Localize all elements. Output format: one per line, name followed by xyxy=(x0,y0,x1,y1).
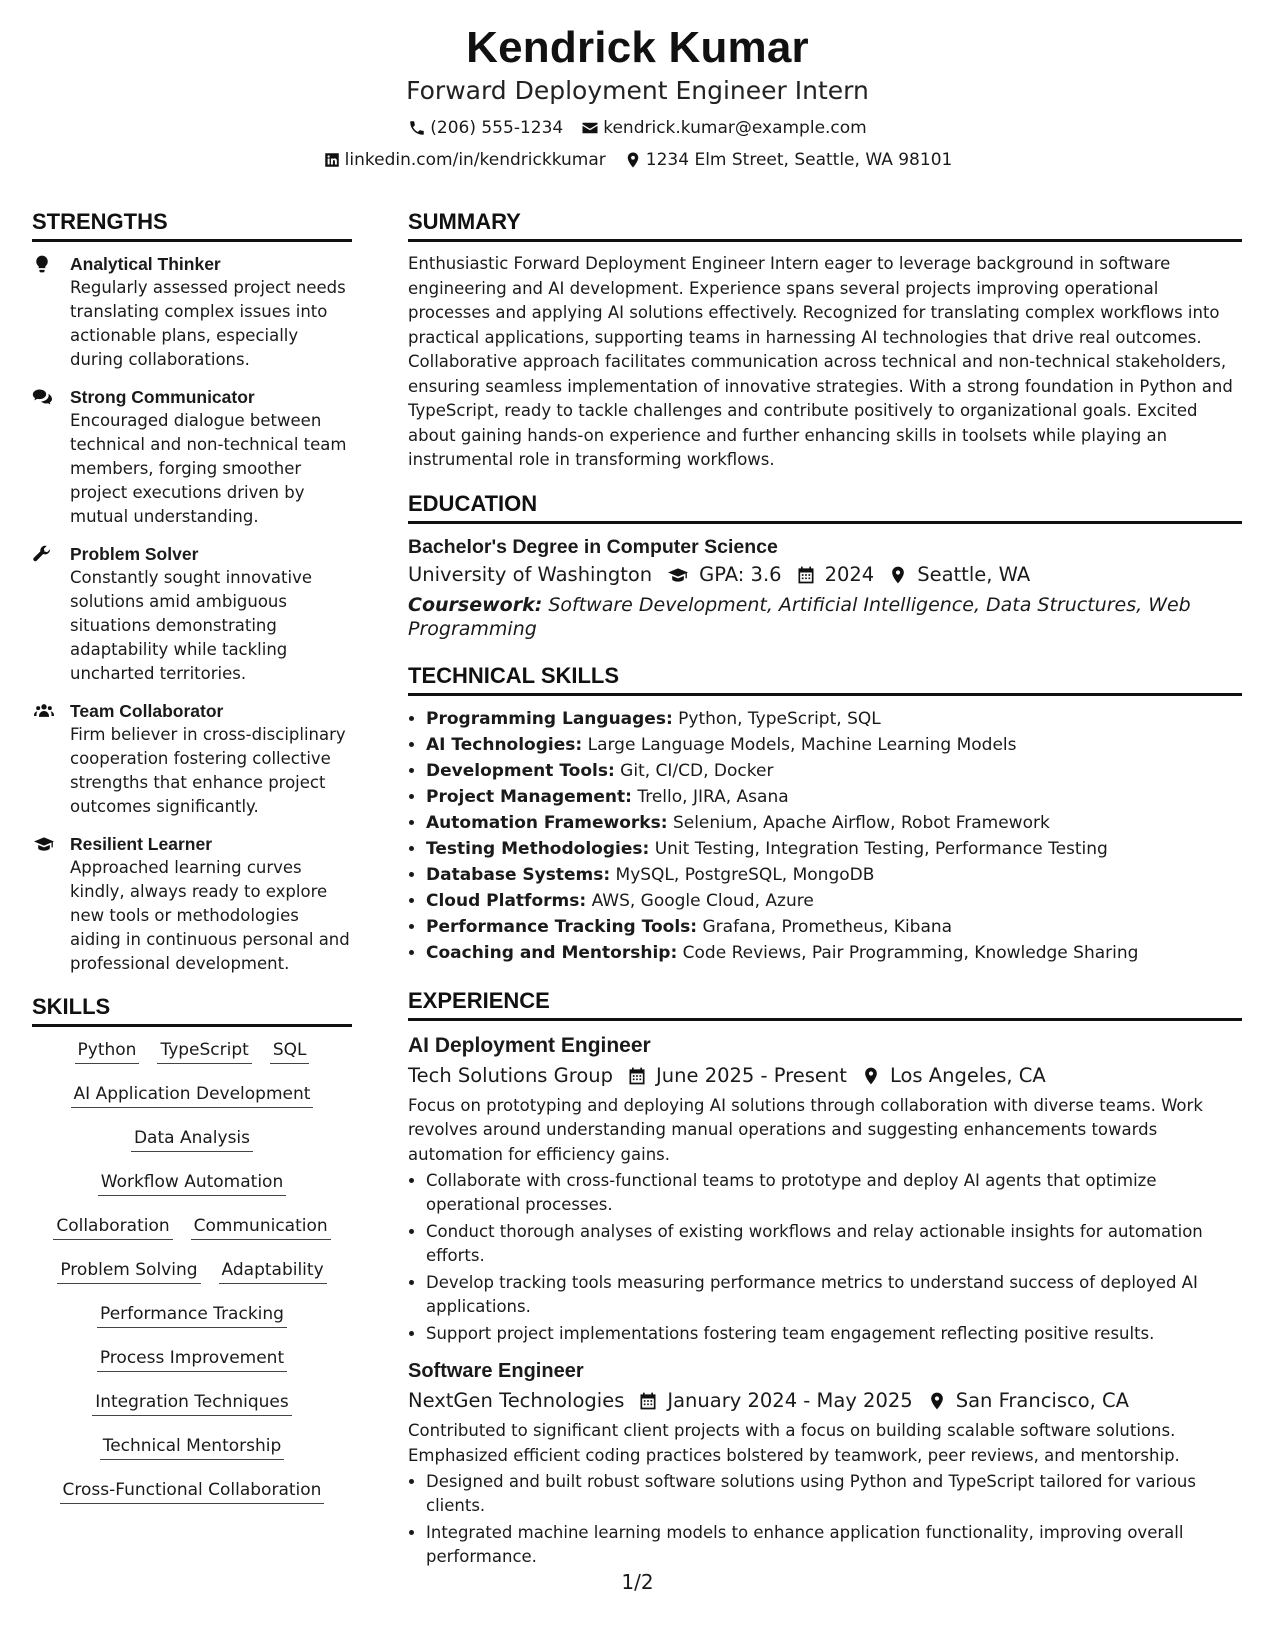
skill-tag: Cross-Functional Collaboration xyxy=(60,1479,325,1504)
technical-skills-heading: TECHNICAL SKILLS xyxy=(408,659,1242,696)
list-item xyxy=(426,758,1242,784)
page-number: 1/2 xyxy=(621,1570,654,1594)
summary-text: Enthusiastic Forward Deployment Engineer Intern eager to leverage background in software engineering and AI development. Experience spans several projects improving operational processes and applying AI solutions effectively. Recognized for translating complex workflows into practical applications, supporting teams in harnessing AI technologies that drive real outcomes. Collaborative approach facilitates communication across technical and non-technical stakeholders, ensuring seamless implementation of innovative strategies. With a strong foundation in Python and TypeScript, ready to tackle challenges and contribute positively to organizational goals. Excited about gaining hands-on experience and further enhancing skills in toolsets while playing an instrumental role in transforming workflows. xyxy=(408,254,1233,469)
strength-desc: Encouraged dialogue between technical and non-technical team members, forging smoother project executions driven by mutual understanding. xyxy=(70,411,347,526)
job-dates xyxy=(638,1386,912,1416)
strength-item xyxy=(32,542,352,686)
skills-list xyxy=(32,1039,352,1504)
right-column xyxy=(408,205,1242,1579)
tech-label: Development Tools: xyxy=(426,760,615,781)
company-text: NextGen Technologies xyxy=(408,1389,625,1412)
phone-icon xyxy=(408,119,426,137)
tech-value: AWS, Google Cloud, Azure xyxy=(591,890,814,911)
tech-value: Large Language Models, Machine Learning Models xyxy=(587,734,1017,755)
list-item: • Designed and built robust software solutions using Python and TypeScript tailored for various clients. xyxy=(426,1470,1242,1518)
skill-row xyxy=(32,1083,352,1108)
strength-title: Problem Solver xyxy=(70,544,199,564)
contact-row-1 xyxy=(0,117,1275,139)
gpa-text: GPA: 3.6 xyxy=(699,562,782,586)
tech-value: Grafana, Prometheus, Kibana xyxy=(702,916,953,937)
contact-row-2 xyxy=(0,149,1275,171)
coursework-label: Coursework: xyxy=(408,593,543,616)
skill-tag: TypeScript xyxy=(157,1039,251,1064)
tech-label: Performance Tracking Tools: xyxy=(426,916,698,937)
list-item: • Develop tracking tools measuring performance metrics to understand success of deployed AI applications. xyxy=(426,1271,1242,1319)
list-item xyxy=(426,836,1242,862)
tech-label: Automation Frameworks: xyxy=(426,812,668,833)
candidate-name: Kendrick Kumar xyxy=(466,23,809,72)
email-text: kendrick.kumar@example.com xyxy=(603,118,867,138)
tech-label: AI Technologies: xyxy=(426,734,583,755)
resume-header xyxy=(0,22,1275,171)
skill-tag: Performance Tracking xyxy=(97,1303,287,1328)
gpa xyxy=(666,560,781,590)
strength-item xyxy=(32,252,352,372)
dates-text: January 2024 - May 2025 xyxy=(667,1389,913,1412)
tech-value: Trello, JIRA, Asana xyxy=(637,786,789,807)
tech-value: Code Reviews, Pair Programming, Knowledge Sharing xyxy=(682,942,1139,963)
skill-row xyxy=(32,1259,352,1284)
address-text: 1234 Elm Street, Seattle, WA 98101 xyxy=(645,150,953,170)
list-item: • Collaborate with cross-functional teams to prototype and deploy AI agents that optimize operational processes. xyxy=(426,1169,1242,1217)
skill-row xyxy=(32,1391,352,1416)
skill-tag: AI Application Development xyxy=(71,1083,314,1108)
list-item xyxy=(426,862,1242,888)
skill-row xyxy=(32,1479,352,1504)
tech-value: Git, CI/CD, Docker xyxy=(620,760,774,781)
school-text: University of Washington xyxy=(408,562,653,586)
job-summary: Focus on prototyping and deploying AI solutions through collaboration with diverse teams. Work revolves around understanding manual operations and suggesting enhancements towards automation for efficiency gains. xyxy=(408,1095,1203,1164)
skills-heading: SKILLS xyxy=(32,990,352,1027)
experience-heading: EXPERIENCE xyxy=(408,984,1242,1021)
skill-row xyxy=(32,1215,352,1240)
skill-tag: SQL xyxy=(270,1039,310,1064)
job-bullets xyxy=(408,1470,1242,1569)
list-item: • Conduct thorough analyses of existing workflows and relay actionable insights for automation efforts. xyxy=(426,1220,1242,1268)
strength-title: Strong Communicator xyxy=(70,387,255,407)
job-location xyxy=(861,1061,1046,1091)
contact-linkedin[interactable] xyxy=(323,149,606,171)
contact-email[interactable] xyxy=(581,117,867,139)
dates-text: June 2025 - Present xyxy=(656,1063,847,1087)
strength-item xyxy=(32,699,352,819)
education-heading: EDUCATION xyxy=(408,487,1242,524)
skill-row xyxy=(32,1171,352,1196)
contact-phone[interactable] xyxy=(408,117,563,139)
tech-value: MySQL, PostgreSQL, MongoDB xyxy=(615,864,875,885)
list-item xyxy=(426,810,1242,836)
job-meta xyxy=(408,1386,1242,1416)
tech-value: Unit Testing, Integration Testing, Performance Testing xyxy=(654,838,1108,859)
linkedin-icon xyxy=(323,151,341,169)
calendar-icon xyxy=(627,1066,647,1086)
skill-tag: Communication xyxy=(191,1215,331,1240)
company xyxy=(408,1386,624,1416)
graduation-year xyxy=(796,560,875,590)
tech-label: Cloud Platforms: xyxy=(426,890,587,911)
coursework xyxy=(408,593,1242,641)
contact-address xyxy=(624,149,953,171)
phone-text: (206) 555-1234 xyxy=(430,118,564,138)
skill-tag: Adaptability xyxy=(219,1259,327,1284)
skill-tag: Data Analysis xyxy=(131,1127,253,1152)
graduation-cap-icon xyxy=(32,834,56,854)
tech-label: Programming Languages: xyxy=(426,708,673,729)
strength-desc: Approached learning curves kindly, always ready to explore new tools or methodologies aiding in continuous personal and professional development. xyxy=(70,858,350,973)
skill-tag: Process Improvement xyxy=(97,1347,287,1372)
calendar-icon xyxy=(638,1391,658,1411)
skill-tag: Integration Techniques xyxy=(92,1391,292,1416)
strength-desc: Firm believer in cross-disciplinary cooperation fostering collective strengths that enhance project outcomes significantly. xyxy=(70,725,346,816)
strength-desc: Regularly assessed project needs translating complex issues into actionable plans, especially during collaborations. xyxy=(70,278,346,369)
linkedin-text: linkedin.com/in/kendrickkumar xyxy=(344,150,606,170)
map-marker-icon xyxy=(927,1391,947,1411)
users-icon xyxy=(32,701,56,721)
map-marker-icon xyxy=(624,151,642,169)
skill-row xyxy=(32,1039,352,1064)
skill-tag: Problem Solving xyxy=(57,1259,200,1284)
technical-skills-list xyxy=(408,706,1242,966)
job-title: Software Engineer xyxy=(408,1360,584,1382)
strength-title: Resilient Learner xyxy=(70,834,212,854)
tech-label: Database Systems: xyxy=(426,864,611,885)
strength-item xyxy=(32,385,352,529)
coursework-text: Software Development, Artificial Intelligence, Data Structures, Web Programming xyxy=(408,593,1191,640)
job-bullets xyxy=(408,1169,1242,1346)
graduation-cap-icon xyxy=(666,565,690,585)
calendar-icon xyxy=(796,565,816,585)
job-title: AI Deployment Engineer xyxy=(408,1033,651,1057)
skill-row xyxy=(32,1127,352,1152)
job-location xyxy=(927,1386,1129,1416)
skill-tag: Python xyxy=(75,1039,140,1064)
skill-tag: Technical Mentorship xyxy=(100,1435,285,1460)
job-dates xyxy=(627,1061,847,1091)
left-column xyxy=(32,205,352,1523)
year-text: 2024 xyxy=(824,562,875,586)
skill-tag: Collaboration xyxy=(53,1215,172,1240)
map-marker-icon xyxy=(888,565,908,585)
skill-row xyxy=(32,1347,352,1372)
tech-value: Python, TypeScript, SQL xyxy=(678,708,881,729)
location-text: San Francisco, CA xyxy=(955,1389,1129,1412)
map-marker-icon xyxy=(861,1066,881,1086)
list-item xyxy=(426,940,1242,966)
skill-row xyxy=(32,1435,352,1460)
comments-icon xyxy=(32,387,52,407)
candidate-title: Forward Deployment Engineer Intern xyxy=(406,76,869,105)
strength-title: Team Collaborator xyxy=(70,701,224,721)
location-text: Los Angeles, CA xyxy=(889,1063,1046,1087)
strength-item xyxy=(32,832,352,976)
list-item: • Support project implementations fostering team engagement reflecting positive results. xyxy=(426,1322,1242,1346)
list-item xyxy=(426,732,1242,758)
strengths-heading: STRENGTHS xyxy=(32,205,352,242)
tech-label: Project Management: xyxy=(426,786,632,807)
tech-label: Coaching and Mentorship: xyxy=(426,942,678,963)
tech-label: Testing Methodologies: xyxy=(426,838,650,859)
envelope-icon xyxy=(581,119,599,137)
degree-title: Bachelor's Degree in Computer Science xyxy=(408,535,778,558)
lightbulb-icon xyxy=(32,254,52,274)
company xyxy=(408,1061,613,1091)
location-text: Seattle, WA xyxy=(917,562,1031,586)
tech-value: Selenium, Apache Airflow, Robot Framework xyxy=(672,812,1050,833)
list-item xyxy=(426,888,1242,914)
skill-row xyxy=(32,1303,352,1328)
job-summary: Contributed to significant client projects with a focus on building scalable software solutions. Emphasized efficient coding practices bolstered by teamwork, peer reviews, and mentorship. xyxy=(408,1421,1180,1465)
strength-title: Analytical Thinker xyxy=(70,254,221,274)
school-name xyxy=(408,560,652,590)
job-meta xyxy=(408,1061,1242,1091)
list-item: • Integrated machine learning models to enhance application functionality, improving overall performance. xyxy=(426,1521,1242,1569)
education-location xyxy=(888,560,1030,590)
summary-heading: SUMMARY xyxy=(408,205,1242,242)
list-item xyxy=(426,706,1242,732)
company-text: Tech Solutions Group xyxy=(408,1063,614,1087)
wrench-icon xyxy=(32,544,52,564)
skill-tag: Workflow Automation xyxy=(98,1171,286,1196)
strength-desc: Constantly sought innovative solutions amid ambiguous situations demonstrating adaptability while tackling uncharted territories. xyxy=(70,568,313,683)
education-meta xyxy=(408,560,1242,590)
list-item xyxy=(426,784,1242,810)
list-item xyxy=(426,914,1242,940)
